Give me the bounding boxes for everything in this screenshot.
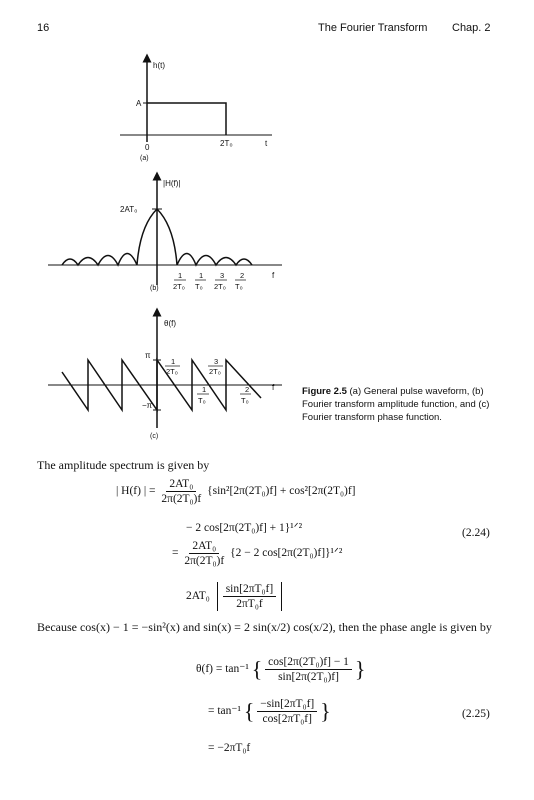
panel-a-caption: (a) xyxy=(140,155,149,162)
panel-c-neg-pi: −π xyxy=(142,401,153,410)
panel-a-origin: 0 xyxy=(145,143,150,152)
eq-2-24-line4-coef: 2AT₀ xyxy=(186,590,210,603)
b-tick1-num: 1 xyxy=(178,271,183,280)
panel-b-amplitude xyxy=(48,176,282,292)
eq-2-25-line1: θ(f) = tan⁻¹ { $\frac{\text{cos[2π(2T₀)f] − 1}}{\text{sin[2π(2T₀)f]}}$ } xyxy=(196,656,366,683)
c-lo1-num: 1 xyxy=(202,385,207,394)
panel-b-xlabel: f xyxy=(272,271,275,280)
eq-2-25-frac2-num: −sin[2πT₀f] xyxy=(257,698,317,712)
eq-2-24-frac1-den: 2π(2T₀)f xyxy=(161,493,202,505)
eq-2-25-line2: = tan⁻¹ { $\frac{\text{−sin[2πT₀f]}}{\text{cos[2πT₀f]}}$ } xyxy=(208,698,331,725)
eq-2-25-frac2 xyxy=(257,698,317,725)
panel-c-phase xyxy=(48,312,282,440)
eq-2-25-frac1-num: cos[2π(2T₀)f] − 1 xyxy=(265,656,352,670)
page-number: 16 xyxy=(37,22,50,34)
running-title: The Fourier Transform xyxy=(318,22,428,34)
panel-c-ylabel: θ(f) xyxy=(164,319,176,328)
eq-2-24-lhs: | H(f) | = xyxy=(116,485,156,498)
c-up1-den: 2T₀ xyxy=(166,367,178,376)
panel-b-caption: (b) xyxy=(150,285,159,292)
eq-2-24-line2: − 2 cos[2π(2T₀)f] + 1}¹ᐟ² xyxy=(186,522,303,534)
eq-2-24-frac2 xyxy=(181,540,227,567)
eq-2-25-number: (2.25) xyxy=(462,708,490,720)
b-tick1-den: 2T₀ xyxy=(173,282,185,291)
phase-intro: Because cos(x) − 1 = −sin²(x) and sin(x) = 2 sin(x/2) cos(x/2), then the phase angle is given by xyxy=(37,620,492,634)
panel-c-caption: (c) xyxy=(150,433,159,440)
eq-2-24-frac1 xyxy=(158,478,204,505)
eq-2-24-frac2-den: 2π(2T₀)f xyxy=(184,555,225,567)
c-up1-num: 1 xyxy=(171,357,176,366)
eq-2-24-abs xyxy=(217,582,283,611)
eq-2-24-frac3-num: sin[2πT₀f] xyxy=(223,583,277,597)
eq-2-24-bracket2: {2 − 2 cos[2π(2T₀)f]}¹ᐟ² xyxy=(230,547,343,560)
figure-caption xyxy=(302,385,502,424)
panel-c-xlabel: f xyxy=(272,383,275,392)
eq-2-24-eq-sign: = xyxy=(172,547,179,560)
b-tick2-num: 1 xyxy=(199,271,204,280)
eq-2-25-eq-sign2: = tan⁻¹ xyxy=(208,705,241,718)
panel-a-xlabel: t xyxy=(265,139,268,148)
eq-2-24-number: (2.24) xyxy=(462,527,490,539)
amplitude-intro: The amplitude spectrum is given by xyxy=(37,458,210,472)
eq-2-24-frac1-num: 2AT₀ xyxy=(166,478,196,492)
eq-2-24-line3 xyxy=(172,540,342,567)
b-tick4-den: T₀ xyxy=(235,282,243,291)
eq-2-25-line3: = −2πT₀f xyxy=(208,742,251,754)
figure-caption-text: (a) General pulse waveform, (b) Fourier transform amplitude function, and (c) Fourier transform phase function. xyxy=(302,386,490,423)
panel-b-ylabel: |H(f)| xyxy=(163,179,181,188)
b-tick3-den: 2T₀ xyxy=(214,282,226,291)
eq-2-24-line1 xyxy=(116,478,356,505)
b-tick4-num: 2 xyxy=(240,271,245,280)
eq-2-24-frac2-num: 2AT₀ xyxy=(189,540,219,554)
eq-2-25-frac2-den: cos[2πT₀f] xyxy=(262,713,312,725)
panel-a-level: A xyxy=(136,99,142,108)
chapter-label: Chap. 2 xyxy=(452,22,491,34)
c-lo2-den: T₀ xyxy=(241,396,249,405)
panel-a-pulse xyxy=(120,58,272,162)
panel-c-pi: π xyxy=(145,351,151,360)
panel-a-ylabel: h(t) xyxy=(153,61,165,70)
panel-b-peak: 2AT₀ xyxy=(120,205,138,214)
c-lo2-num: 2 xyxy=(245,385,250,394)
eq-2-24-frac3-den: 2πT₀f xyxy=(236,598,263,610)
b-tick3-num: 3 xyxy=(220,271,225,280)
b-tick2-den: T₀ xyxy=(195,282,203,291)
c-lo1-den: T₀ xyxy=(198,396,206,405)
eq-2-24-frac3 xyxy=(223,583,277,610)
panel-a-edge: 2T₀ xyxy=(220,139,233,148)
eq-2-25-frac1 xyxy=(265,656,352,683)
eq-2-25-frac1-den: sin[2π(2T₀)f] xyxy=(278,671,339,683)
figure-caption-label: Figure 2.5 xyxy=(302,386,347,397)
eq-2-25-lhs: θ(f) = tan⁻¹ xyxy=(196,663,249,676)
c-up2-num: 3 xyxy=(214,357,219,366)
c-up2-den: 2T₀ xyxy=(209,367,221,376)
eq-2-24-line4 xyxy=(186,582,282,611)
eq-2-24-bracket1: {sin²[2π(2T₀)f] + cos²[2π(2T₀)f] xyxy=(207,485,356,498)
